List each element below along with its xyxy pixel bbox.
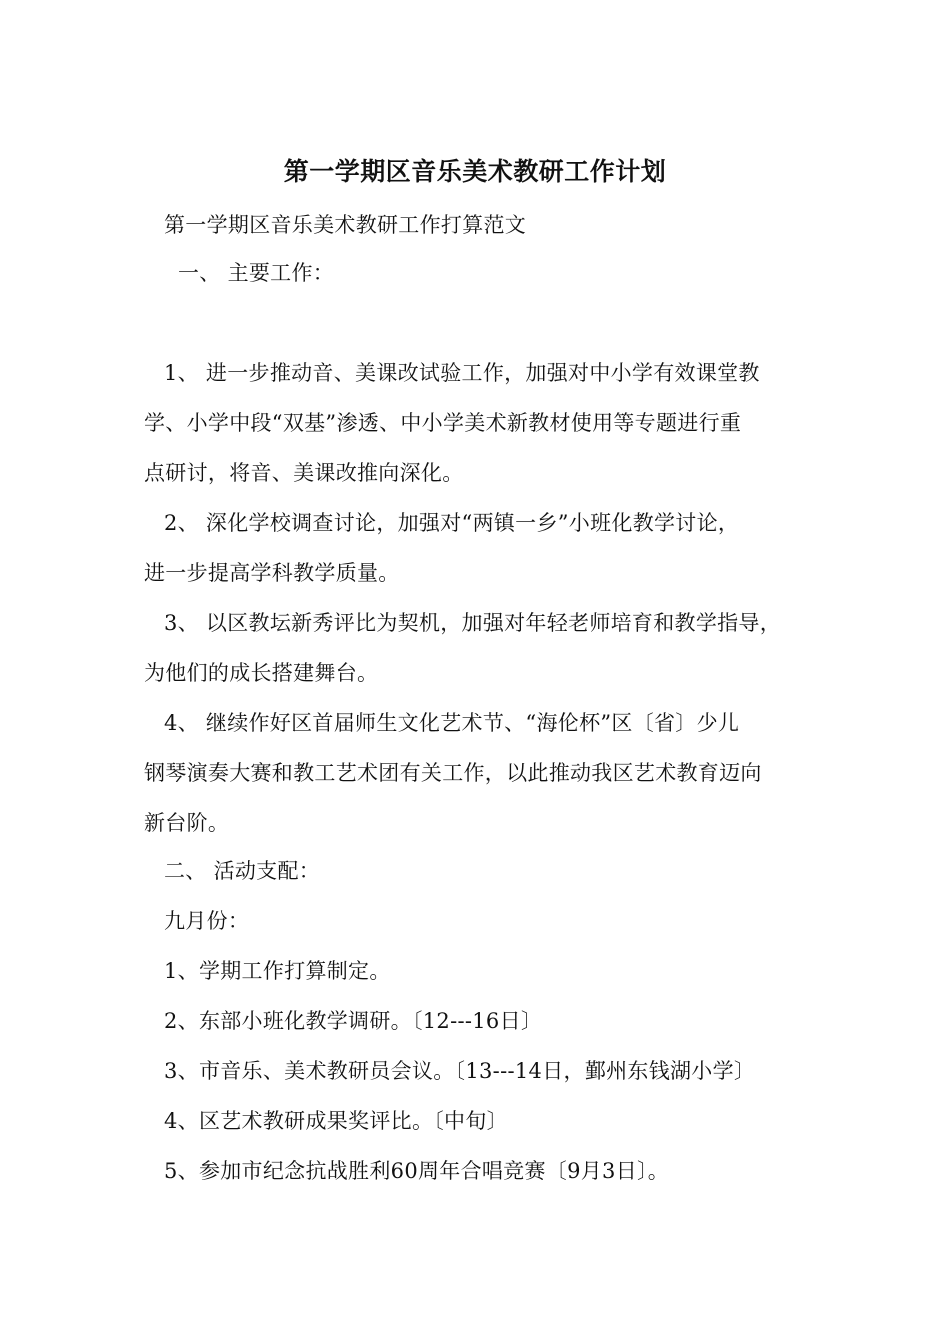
- section-heading-activities: 二、 活动支配：: [164, 859, 321, 883]
- paragraph-line: 新台阶。: [144, 811, 230, 835]
- paragraph-line: 3、 以区教坛新秀评比为契机，加强对年轻老师培育和教学指导，: [164, 611, 782, 635]
- paragraph-line: 为他们的成长搭建舞台。: [144, 661, 379, 685]
- paragraph-line: 2、 深化学校调查讨论，加强对“两镇一乡”小班化教学讨论，: [164, 511, 740, 535]
- activity-item: 4、区艺术教研成果奖评比。〔中旬〕: [164, 1109, 508, 1133]
- paragraph-line: 进一步提高学科教学质量。: [144, 561, 400, 585]
- month-label: 九月份：: [164, 909, 250, 933]
- activity-item: 1、学期工作打算制定。: [164, 959, 391, 983]
- activity-item: 3、市音乐、美术教研员会议。〔13---14日，鄞州东钱湖小学〕: [164, 1059, 756, 1083]
- document-title: 第一学期区音乐美术教研工作计划: [283, 157, 667, 186]
- paragraph-line: 1、 进一步推动音、美课改试验工作，加强对中小学有效课堂教: [164, 361, 760, 385]
- paragraph-line: 学、小学中段“双基”渗透、中小学美术新教材使用等专题进行重: [144, 411, 742, 435]
- section-heading-main-work: 一、 主要工作：: [178, 261, 335, 285]
- activity-item: 2、东部小班化教学调研。〔12---16日〕: [164, 1009, 543, 1033]
- document-subtitle: 第一学期区音乐美术教研工作打算范文: [164, 213, 527, 237]
- paragraph-line: 点研讨，将音、美课改推向深化。: [144, 461, 464, 485]
- activity-item: 5、参加市纪念抗战胜利60周年合唱竞赛〔9月3日〕。: [164, 1159, 670, 1183]
- paragraph-line: 钢琴演奏大赛和教工艺术团有关工作，以此推动我区艺术教育迈向: [144, 761, 762, 785]
- paragraph-line: 4、 继续作好区首届师生文化艺术节、“海伦杯”区〔省〕少儿: [164, 711, 740, 735]
